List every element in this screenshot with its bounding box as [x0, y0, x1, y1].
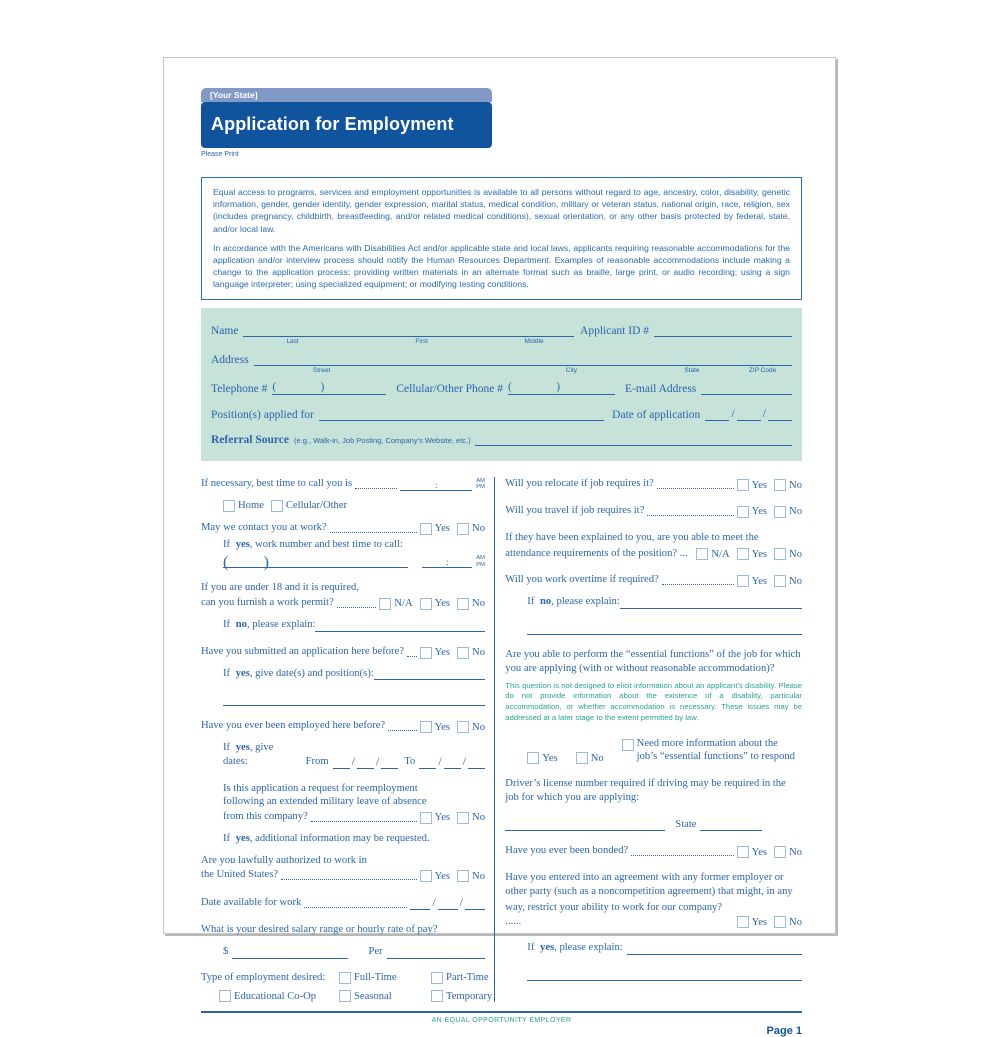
overtime-explain-field-2[interactable] — [527, 622, 802, 635]
address-sub-city: City — [565, 367, 578, 375]
yes-checkbox[interactable] — [737, 506, 749, 518]
address-row — [211, 352, 792, 375]
yes-checkbox[interactable] — [737, 846, 749, 858]
no-checkbox[interactable] — [457, 598, 469, 610]
dotted-leader — [281, 879, 417, 880]
equal-opportunity-note: AN EQUAL OPPORTUNITY EMPLOYER — [431, 1017, 572, 1025]
work-call-time-field[interactable]: : — [422, 557, 472, 568]
open-paren: ( — [508, 381, 512, 394]
salary-fields-row — [223, 945, 485, 959]
part-time-checkbox[interactable] — [431, 972, 443, 984]
per-label: Per — [368, 945, 383, 957]
page-number: Page 1 — [766, 1025, 802, 1037]
travel-question: Will you travel if job requires it? — [505, 505, 645, 517]
form-title: Application for Employment — [211, 114, 454, 134]
email-field[interactable] — [701, 382, 792, 395]
relocate-question: Will you relocate if job requires it? — [505, 478, 654, 490]
name-sub-last: Last — [286, 338, 299, 346]
no-checkbox[interactable] — [774, 916, 786, 928]
application-form-page — [163, 57, 836, 1037]
yes-option[interactable]: Yes — [420, 647, 450, 659]
yes-checkbox[interactable] — [737, 548, 749, 560]
no-option[interactable]: No — [774, 506, 802, 518]
best-time-question: If necessary, best time to call you is — [201, 478, 353, 490]
work-permit-block — [201, 581, 485, 610]
work-phone-number-field[interactable] — [269, 555, 408, 568]
bonded-row — [505, 844, 802, 858]
license-fields-row — [505, 818, 802, 832]
permit-explain-row: If no, please explain: — [223, 618, 485, 632]
no-checkbox[interactable] — [457, 721, 469, 733]
no-checkbox[interactable] — [457, 812, 469, 824]
dotted-leader — [662, 584, 734, 585]
dotted-leader — [407, 656, 417, 657]
contact-at-work-row — [201, 521, 485, 535]
no-checkbox[interactable] — [457, 523, 469, 535]
dotted-leader — [631, 855, 733, 856]
dates-positions-field[interactable] — [374, 667, 485, 680]
yes-option[interactable]: Yes — [420, 721, 450, 733]
applicant-id-label: Applicant ID # — [580, 325, 649, 338]
license-number-field[interactable] — [505, 818, 665, 831]
employment-type-label: Type of employment desired: — [201, 971, 326, 983]
state-tag: [Your State] — [210, 90, 258, 100]
date-available-question: Date available for work — [201, 897, 302, 909]
temporary-option[interactable]: Temporary — [431, 990, 492, 1002]
relocate-row — [505, 477, 802, 491]
form-title-bar — [201, 102, 492, 148]
educational-coop-checkbox[interactable] — [219, 990, 231, 1002]
yes-checkbox[interactable] — [527, 752, 539, 764]
no-checkbox[interactable] — [774, 548, 786, 560]
no-option[interactable]: No — [774, 575, 802, 587]
questions-section — [201, 477, 802, 1002]
travel-row — [505, 504, 802, 518]
yes-checkbox[interactable] — [737, 575, 749, 587]
name-label: Name — [211, 325, 239, 338]
cellular-other-checkbox[interactable] — [271, 500, 283, 512]
name-row — [211, 323, 792, 346]
work-authorization-answer-row: the United States? Yes No — [201, 869, 485, 882]
name-sub-middle: Middle — [524, 338, 544, 346]
open-paren: ( — [272, 381, 277, 394]
yes-option[interactable]: Yes — [737, 506, 767, 518]
salary-question-row — [201, 923, 485, 937]
yes-checkbox[interactable] — [420, 870, 432, 882]
na-checkbox[interactable] — [379, 598, 391, 610]
yes-checkbox[interactable] — [420, 812, 432, 824]
position-label: Position(s) applied for — [211, 409, 314, 422]
no-option[interactable]: No — [457, 721, 485, 733]
referral-field[interactable] — [475, 433, 792, 446]
applicant-info-panel — [201, 308, 802, 461]
no-checkbox[interactable] — [457, 647, 469, 659]
no-checkbox[interactable] — [774, 506, 786, 518]
telephone-field[interactable] — [272, 381, 324, 395]
work-permit-line1: If you are under 18 and it is required, — [201, 582, 359, 594]
state-tag-bar — [201, 88, 492, 102]
from-label: From — [305, 755, 329, 767]
cellular-number-field[interactable] — [560, 382, 615, 395]
address-sub-zip: ZIP Code — [748, 367, 777, 375]
address-sub-street: Street — [312, 367, 331, 375]
form-header — [201, 88, 492, 158]
submitted-before-row — [201, 645, 485, 659]
dotted-leader — [647, 515, 733, 516]
noncompete-answer-row: way, restrict your ability to work for our company? ...... Yes No — [505, 901, 802, 928]
referral-hint: (e.g., Walk-in, Job Posting, Company’s Website, etc.) — [294, 436, 471, 446]
noncompete-explain-field[interactable] — [627, 942, 802, 955]
date-of-application-label: Date of application — [612, 409, 701, 422]
work-number-field-row — [223, 554, 485, 572]
close-paren: ) — [556, 381, 561, 394]
close-paren: ) — [320, 381, 325, 394]
no-option[interactable]: No — [774, 479, 802, 491]
attendance-answer-row: attendance requirements of the position? ... N/A Yes No — [505, 547, 802, 560]
home-option[interactable]: Home — [223, 499, 264, 513]
no-checkbox[interactable] — [774, 575, 786, 587]
overtime-explain-row: If no, please explain: — [527, 595, 802, 609]
print-note: Please Print — [201, 151, 239, 158]
from-date-field[interactable]: / / — [333, 754, 399, 769]
no-option[interactable]: No — [457, 598, 485, 610]
no-option[interactable]: No — [774, 916, 802, 928]
yes-option[interactable]: Yes — [737, 548, 767, 560]
no-checkbox[interactable] — [576, 752, 588, 764]
yes-checkbox[interactable] — [737, 916, 749, 928]
yes-option[interactable]: Yes — [527, 752, 557, 764]
referral-row — [211, 433, 792, 446]
noncompete-explain-row: If yes, please explain: — [527, 941, 802, 955]
yes-checkbox[interactable] — [420, 523, 432, 535]
cellular-field[interactable] — [508, 381, 560, 395]
dotted-leader — [657, 488, 734, 489]
no-option[interactable]: No — [774, 548, 802, 560]
na-option[interactable]: N/A — [696, 548, 729, 560]
salary-per-field[interactable] — [387, 946, 485, 959]
part-time-option[interactable]: Part-Time — [431, 972, 492, 984]
position-row — [211, 406, 792, 421]
am-pm-label: AM PM — [476, 555, 485, 568]
yes-option[interactable]: Yes — [737, 846, 767, 858]
dotted-leader — [337, 607, 377, 608]
dollar-sign: $ — [223, 945, 229, 957]
no-checkbox[interactable] — [774, 479, 786, 491]
seasonal-checkbox[interactable] — [339, 990, 351, 1002]
reemployment-block: Is this application a request for reemployment following an extended military leave of absence from this company? Yes No — [223, 782, 485, 824]
dotted-leader — [388, 730, 417, 731]
attendance-block: If they have been explained to you, are you able to meet the attendance requirements of the position? ... N/A Yes No — [505, 531, 802, 560]
yes-checkbox[interactable] — [737, 479, 749, 491]
yes-option[interactable]: Yes — [737, 479, 767, 491]
seasonal-option[interactable]: Seasonal — [339, 990, 431, 1002]
home-checkbox[interactable] — [223, 500, 235, 512]
telephone-number-field[interactable] — [324, 382, 386, 395]
no-option[interactable]: No — [457, 870, 485, 882]
work-phone-field[interactable]: ( ) — [223, 554, 269, 572]
salary-question: What is your desired salary range or hourly rate of pay? — [201, 924, 438, 936]
employment-type-grid — [201, 971, 493, 1003]
essential-functions-note: This question is not designed to elicit information about an applicant’s disability. Please do not provide information about the existence of a disability, particular accommodation, or whether accommodation is necessary. These issues may be addressed at a later stage to the extent permitted by law. — [505, 680, 802, 722]
dates-positions-field-2[interactable] — [223, 693, 485, 706]
overtime-explain-continuation — [527, 622, 802, 635]
full-time-checkbox[interactable] — [339, 972, 351, 984]
yes-option[interactable]: Yes — [420, 870, 450, 882]
yes-option[interactable]: Yes — [737, 916, 767, 928]
cellular-label: Cellular/Other Phone # — [396, 383, 504, 396]
salary-amount-field[interactable] — [232, 946, 348, 959]
best-time-field[interactable] — [400, 480, 472, 491]
page-content — [201, 58, 802, 1037]
cellular-other-option[interactable]: Cellular/Other — [271, 499, 347, 513]
left-question-column — [201, 477, 494, 1002]
temporary-checkbox[interactable] — [431, 990, 443, 1002]
no-checkbox[interactable] — [457, 870, 469, 882]
dates-positions-continuation — [223, 693, 485, 706]
reemployment-answer-row: from this company? Yes No — [223, 811, 485, 824]
yes-checkbox[interactable] — [420, 647, 432, 659]
license-state-field[interactable] — [700, 818, 762, 831]
bonded-question: Have you ever been bonded? — [505, 845, 629, 857]
full-time-option[interactable]: Full-Time — [339, 972, 431, 984]
phone-row — [211, 381, 792, 395]
telephone-label: Telephone # — [211, 383, 268, 396]
license-state-label: State — [675, 818, 697, 830]
noncompete-explain-continuation — [527, 968, 802, 981]
eeo-paragraph-1: Equal access to programs, services and employment opportunities is available to all persons without regard to age, ancestry, color, disability, genetic information, gender, gender identity, gender expression, marital status, medical condition, military or veteran status, national origin, race, religion, sex (includes pregnancy, childbirth, breastfeeding, and/or related medical conditions), sexual orientation, or any other basis protected by federal, state, and/or local law. — [213, 187, 790, 234]
work-authorization-block: Are you lawfully authorized to work in the United States? Yes No — [201, 854, 485, 882]
to-date-field[interactable]: / / — [419, 754, 485, 769]
need-more-info-checkbox[interactable] — [622, 739, 634, 751]
yes-option[interactable]: Yes — [420, 812, 450, 824]
dotted-leader — [304, 907, 407, 908]
yes-option[interactable]: Yes — [737, 575, 767, 587]
phone-type-options — [223, 499, 485, 513]
drivers-license-block: Driver’s license number required if driving may be required in the job for which you are applying: State — [505, 777, 802, 831]
overtime-row — [505, 573, 802, 587]
slash: / — [731, 406, 735, 421]
overtime-explain-field[interactable] — [620, 596, 802, 609]
yes-checkbox[interactable] — [420, 598, 432, 610]
no-checkbox[interactable] — [774, 846, 786, 858]
employment-dates-row: If yes, give dates: From / / To / / — [223, 741, 485, 769]
contact-at-work-question: May we contact you at work? — [201, 521, 327, 533]
additional-info-note: If yes, additional information may be requested. — [223, 832, 430, 844]
yes-checkbox[interactable] — [420, 721, 432, 733]
ada-paragraph-2: In accordance with the Americans with Disabilities Act and/or applicable state and local laws, applicants requiring reasonable accommodations for the application and/or interview process should notify the Human Resources Department. Examples of reasonable accommodations include making a change to the application process; providing written materials in an alternate format such as braille, large print, or audio recording; using a sign language interpreter; using specialized equipment; or modifying testing conditions. — [213, 242, 790, 290]
address-field[interactable] — [254, 352, 792, 375]
to-label: To — [404, 755, 416, 767]
yes-option[interactable]: Yes — [420, 598, 450, 610]
dotted-leader — [311, 821, 417, 822]
noncompete-explain-field-2[interactable] — [527, 968, 802, 981]
address-sub-state: State — [684, 367, 700, 375]
name-sub-first: First — [415, 338, 428, 346]
date-available-field[interactable]: / / — [410, 895, 485, 910]
employed-before-row — [201, 719, 485, 733]
noncompete-block: Have you entered into an agreement with any former employer or other party (such as a noncompetition agreement) that might, in any way, restrict your ability to work for our company? ...... Yes No — [505, 872, 802, 928]
essential-functions-options — [527, 737, 802, 765]
best-time-row — [201, 477, 485, 491]
dates-positions-row: If yes, give date(s) and position(s): — [223, 667, 485, 681]
permit-explain-field[interactable] — [315, 619, 485, 632]
position-field[interactable] — [319, 408, 604, 421]
work-permit-line2: can you furnish a work permit? N/A Yes No — [201, 597, 485, 610]
email-label: E-mail Address — [625, 383, 697, 396]
overtime-question: Will you work overtime if required? — [505, 574, 659, 586]
educational-coop-option[interactable]: Educational Co-Op — [219, 990, 339, 1002]
referral-label: Referral Source — [211, 434, 290, 447]
no-option[interactable]: No — [457, 647, 485, 659]
colon: : — [435, 480, 438, 491]
no-option[interactable]: No — [576, 752, 604, 764]
eeo-notice-box — [201, 177, 802, 300]
applicant-id-field[interactable] — [654, 323, 792, 337]
right-question-column — [495, 477, 802, 1002]
am-pm-label: AM PM — [476, 477, 485, 491]
na-option[interactable]: N/A — [379, 598, 412, 610]
submitted-before-question: Have you submitted an application here before? — [201, 645, 404, 657]
address-label: Address — [211, 354, 249, 367]
slash: / — [762, 406, 766, 421]
no-option[interactable]: No — [774, 846, 802, 858]
need-more-info-option[interactable]: Need more information about the job’s “essential functions” to respond — [622, 737, 795, 765]
employed-before-question: Have you ever been employed here before? — [201, 720, 386, 732]
date-available-row — [201, 895, 485, 910]
no-option[interactable]: No — [457, 523, 485, 535]
dotted-leader — [330, 532, 417, 533]
essential-functions-block: Are you able to perform the “essential functions” of the job for which you are applying (with or without reasonable accommodation)? This question is not designed to elicit information about an applicant’s disability. Please do not provide information about the existence of a disability, particular accommodation, or whether accommodation is necessary. These issues may be addressed at a later stage to the extent permitted by law. Yes No Need more information about the job’s “essential functions” to respond — [505, 648, 802, 764]
yes-option[interactable]: Yes — [420, 523, 450, 535]
page-footer — [201, 1011, 802, 1037]
date-of-application-field[interactable] — [705, 406, 792, 421]
dotted-leader — [355, 488, 397, 489]
work-number-prompt: If yes, work number and best time to call: — [223, 538, 403, 550]
na-checkbox[interactable] — [696, 548, 708, 560]
name-field[interactable] — [243, 323, 574, 346]
no-option[interactable]: No — [457, 812, 485, 824]
